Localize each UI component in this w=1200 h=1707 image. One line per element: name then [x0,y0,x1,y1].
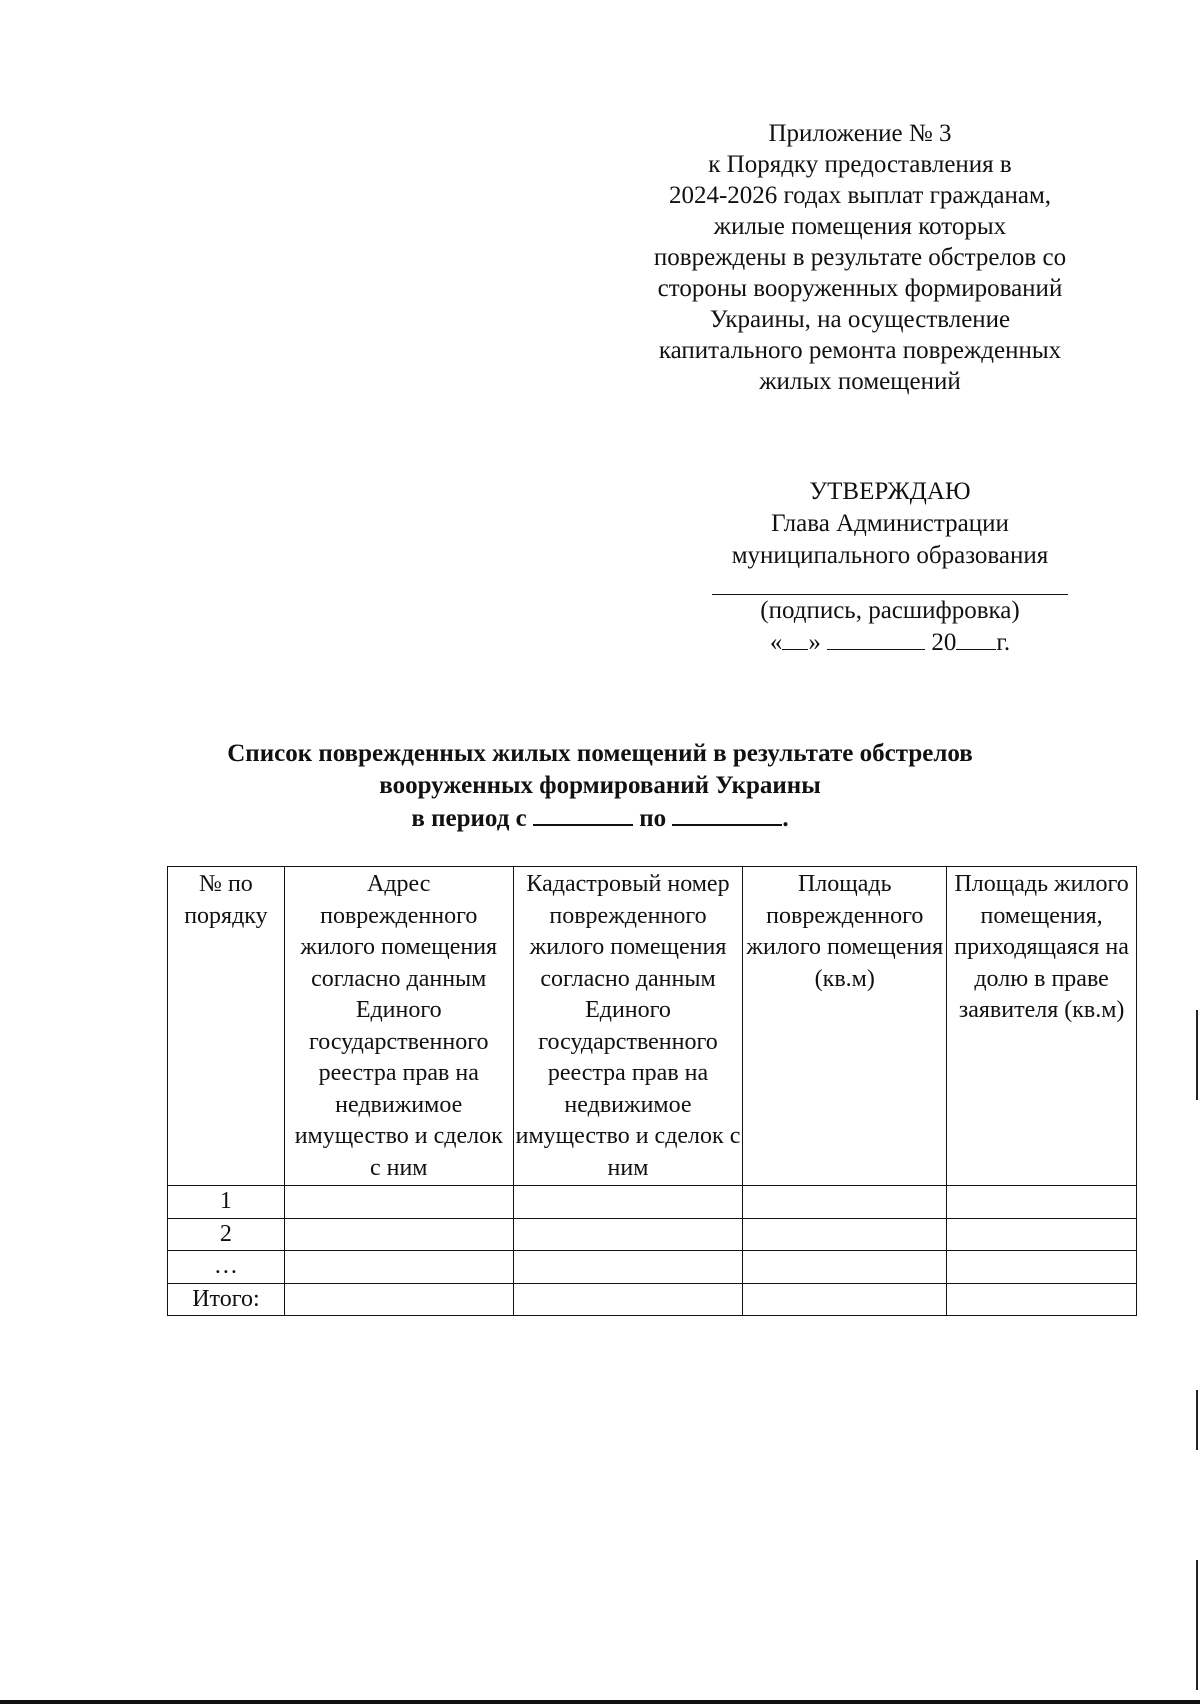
list-title [140,738,1060,835]
year-prefix: 20 [931,629,957,656]
cell-share-area [947,1251,1137,1284]
cell-cadastral [513,1186,743,1219]
approval-line-1: Глава Администрации [771,510,1009,537]
table-row [168,1218,1137,1251]
title-line-2: вооруженных формирований Украины [379,772,821,799]
period-from-blank [533,802,633,826]
day-blank [782,627,808,650]
approval-block [660,476,1120,659]
scan-edge-mark [1196,1560,1198,1690]
signature-caption: (подпись, расшифровка) [760,597,1020,624]
header-applicant-share-area: Площадь жилого помещения, приходящаяся на долю в праве заявителя (кв.м) [947,867,1137,1186]
cell-share-area [947,1186,1137,1219]
approval-heading: УТВЕРЖДАЮ [809,478,971,505]
date-open-quote: « [769,629,783,656]
title-line-1: Список поврежденных жилых помещений в результате обстрелов [227,740,973,767]
header-number: № по порядку [168,867,285,1186]
header-cadastral-number: Кадастровый номер поврежденного жилого помещения согласно данным Единого государственного реестра прав на недвижимое имущество и сделок с ним [513,867,743,1186]
cell-number: 1 [168,1186,285,1219]
signature-line [712,586,1068,595]
period-to-label: по [639,805,667,832]
year-blank [956,627,996,650]
cell-address [284,1251,513,1284]
table-row [168,1186,1137,1219]
cell-total-label: Итого: [168,1283,285,1316]
appendix-header [600,118,1120,397]
table-header-row [168,867,1137,1186]
table-total-row [168,1283,1137,1316]
date-line [660,627,1120,659]
period-end: . [782,805,789,832]
approval-line-2: муниципального образования [731,542,1049,569]
scan-edge-mark [1196,1010,1198,1100]
cell-damaged-area [743,1283,947,1316]
appendix-line: к Порядку предоставления в [708,151,1012,178]
appendix-line: повреждены в результате обстрелов со [653,244,1067,271]
cell-address [284,1218,513,1251]
page-bottom-rule [0,1700,1200,1704]
period-from-label: в период с [411,805,527,832]
cell-address [284,1186,513,1219]
appendix-line: Приложение № 3 [768,120,952,147]
cell-share-area [947,1218,1137,1251]
appendix-line: жилых помещений [759,368,961,395]
table-row [168,1251,1137,1284]
month-blank [827,627,925,650]
header-address: Адрес поврежденного жилого помещения согласно данным Единого государственного реестра прав на недвижимое имущество и сделок с ним [284,867,513,1186]
period-to-blank [672,802,782,826]
date-close-quote: » [808,629,821,656]
year-suffix: г. [996,629,1011,656]
header-damaged-area: Площадь поврежденного жилого помещения (кв.м) [743,867,947,1186]
cell-damaged-area [743,1186,947,1219]
appendix-line: 2024-2026 годах выплат гражданам, [668,182,1052,209]
cell-share-area [947,1283,1137,1316]
cell-cadastral [513,1218,743,1251]
title-line-3 [140,802,1060,835]
damaged-premises-table [167,866,1137,1316]
appendix-line: стороны вооруженных формирований [657,275,1063,302]
cell-number: 2 [168,1218,285,1251]
cell-number: … [168,1251,285,1284]
cell-address [284,1283,513,1316]
cell-damaged-area [743,1251,947,1284]
appendix-line: жилые помещения которых [713,213,1007,240]
appendix-line: капитального ремонта поврежденных [658,337,1062,364]
cell-damaged-area [743,1218,947,1251]
appendix-line: Украины, на осуществление [709,306,1011,333]
cell-cadastral [513,1283,743,1316]
cell-cadastral [513,1251,743,1284]
scan-edge-mark [1196,1390,1198,1450]
